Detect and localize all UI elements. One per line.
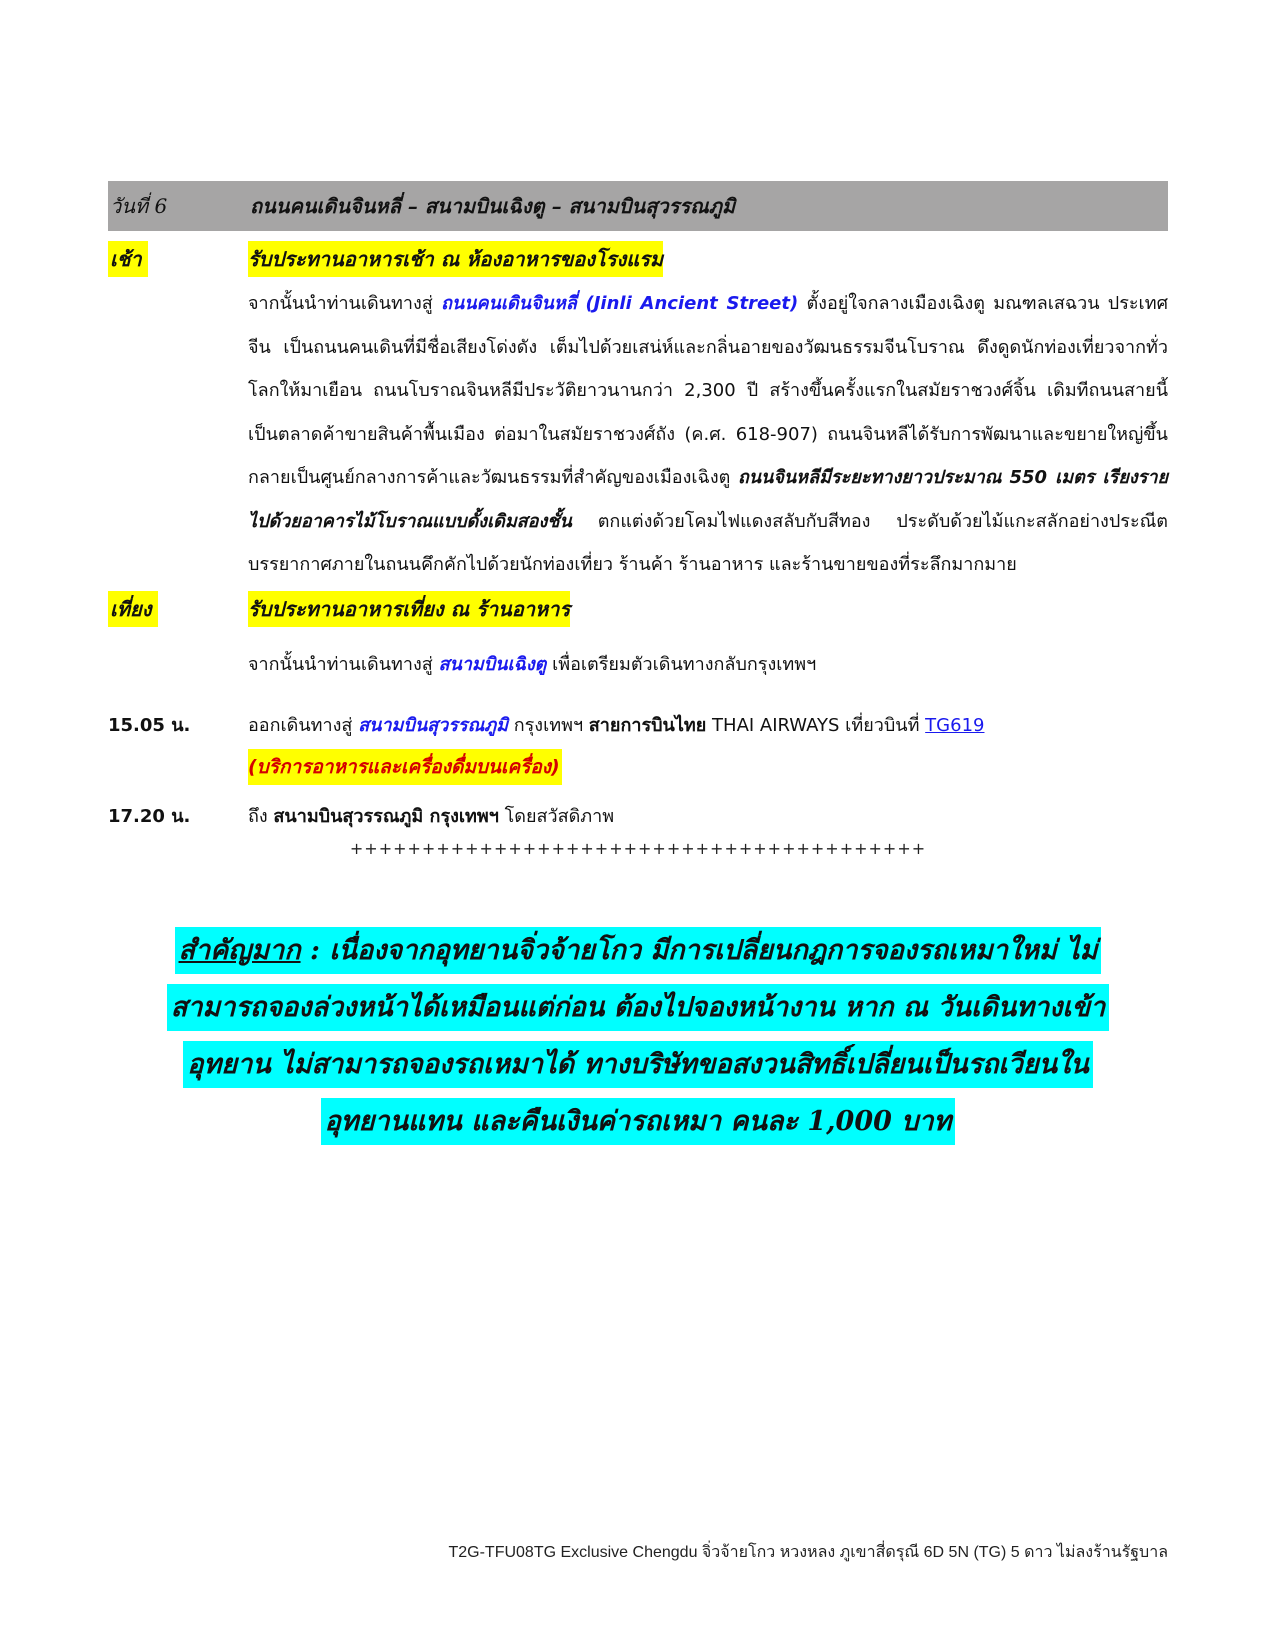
arrival-post: โดยสวัสดิภาพ: [498, 805, 615, 827]
afternoon-row: [108, 647, 1168, 683]
day-header: [108, 181, 1168, 231]
departure-row: [108, 705, 1168, 789]
afternoon-description: [248, 647, 1168, 683]
breakfast-row: [108, 241, 1168, 277]
airline-name: สายการบินไทย: [588, 714, 707, 736]
morning-row: [108, 277, 1168, 587]
separator-line: ++++++++++++++++++++++++++++++++++++++++: [349, 838, 927, 858]
page-footer: T2G-TFU08TG Exclusive Chengdu จิ่วจ้ายโกว หวงหลง ภูเขาสี่ดรุณี 6D 5N (TG) 5 ดาว ไม่ลงร้านรัฐบาล: [448, 1544, 1168, 1561]
morning-body-1: ตั้งอยู่ใจกลางเมืองเฉิงตู มณฑลเสฉวน ประเทศจีน เป็นถนนคนเดินที่มีชื่อเสียงโด่งดัง เต็มไปด้วยเสน่ห์และกลิ่นอายของวัฒนธรรมจีนโบราณ ดึงดูดนักท่องเที่ยวจากทั่วโลกให้มาเยือน ถนนโบราณจินหลีมีประวัติยาวนานกว่า 2,300 ปี สร้างขึ้นครั้งแรกในสมัยราชวงศ์จิ้น เดิมทีถนนสายนี้เป็นตลาดค้าขายสินค้าพื้นเมือง ต่อมาในสมัยราชวงศ์ถัง (ค.ศ. 618-907) ถนนจินหลีได้รับการพัฒนาและขยายใหญ่ขึ้น กลายเป็นศูนย์กลางการค้าและวัฒนธรรมที่สำคัญของเมืองเฉิงตู: [248, 293, 1168, 488]
important-line-2: สามารถจองล่วงหน้าได้เหมือนแต่ก่อน ต้องไปจองหน้างาน หาก ณ วันเดินทางเข้า: [167, 984, 1109, 1031]
arrival-row: [108, 799, 1168, 835]
arrival-description: [248, 799, 1168, 835]
afternoon-post: เพื่อเตรียมตัวเดินทางกลับกรุงเทพฯ: [546, 653, 817, 675]
important-title: สำคัญมาก: [178, 935, 301, 966]
itinerary-day: [108, 181, 1168, 858]
departure-description: [248, 705, 1168, 789]
important-line-4: อุทยานแทน และคืนเงินค่ารถเหมา คนละ 1,000 บาท: [321, 1098, 956, 1145]
lunch-text: รับประทานอาหารเที่ยง ณ ร้านอาหาร: [248, 591, 570, 627]
arrival-pre: ถึง: [248, 805, 274, 827]
day-title: ถนนคนเดินจินหลี่ – สนามบินเฉิงตู – สนามบินสุวรรณภูมิ: [250, 194, 736, 218]
flight-number-link[interactable]: TG619: [925, 714, 985, 736]
breakfast-text: รับประทานอาหารเช้า ณ ห้องอาหารของโรงแรม: [248, 241, 663, 277]
day-label: [108, 190, 250, 222]
breakfast-label: เช้า: [108, 241, 148, 277]
morning-body-2: ตกแต่งด้วยโคมไฟแดงสลับกับสีทอง ประดับด้วยไม้แกะสลักอย่างประณีต บรรยากาศภายในถนนคึกคักไปด้วยนักท่องเที่ยว ร้านค้า ร้านอาหาร และร้านขายของที่ระลึกมากมาย: [248, 510, 1168, 575]
afternoon-pre: จากนั้นนำท่านเดินทางสู่: [248, 653, 439, 675]
morning-description: [248, 282, 1168, 587]
important-line-3: อุทยาน ไม่สามารถจองรถเหมาได้ ทางบริษัทขอสงวนสิทธิ์เปลี่ยนเป็นรถเวียนใน: [183, 1041, 1093, 1088]
suvarnabhumi-name: สนามบินสุวรรณภูมิ: [358, 714, 508, 736]
arrival-place: สนามบินสุวรรณภูมิ กรุงเทพฯ: [273, 805, 499, 827]
lunch-row: [108, 591, 1168, 627]
day-number: 6: [154, 194, 168, 218]
departure-pre: ออกเดินทางสู่: [248, 714, 359, 736]
departure-time: 15.05 น.: [108, 714, 191, 736]
arrival-time: 17.20 น.: [108, 805, 191, 827]
important-text-1: : เนื่องจากอุทยานจิ่วจ้ายโกว มีการเปลี่ยนกฎการจองรถเหมาใหม่ ไม่: [300, 935, 1098, 966]
jinli-highlight: ถนนจินหลีมีระยะทางยาวประมาณ 550 เมตร เรียงรายไปด้วยอาคารไม้โบราณแบบดั้งเดิมสองชั้น: [248, 467, 1168, 532]
departure-mid: กรุงเทพฯ: [508, 714, 589, 736]
inflight-meal-note: (บริการอาหารและเครื่องดื่มบนเครื่อง): [248, 749, 562, 785]
important-line-1: [175, 927, 1102, 974]
important-notice: [108, 922, 1168, 1150]
chengdu-airport-name: สนามบินเฉิงตู: [438, 653, 547, 675]
lunch-label: เที่ยง: [108, 591, 158, 627]
day-label-text: วันที่: [110, 194, 149, 218]
jinli-street-name: ถนนคนเดินจินหลี่ (Jinli Ancient Street): [440, 293, 799, 314]
airline-en: THAI AIRWAYS เที่ยวบินที่: [706, 714, 926, 736]
morning-pre: จากนั้นนำท่านเดินทางสู่: [248, 293, 441, 314]
